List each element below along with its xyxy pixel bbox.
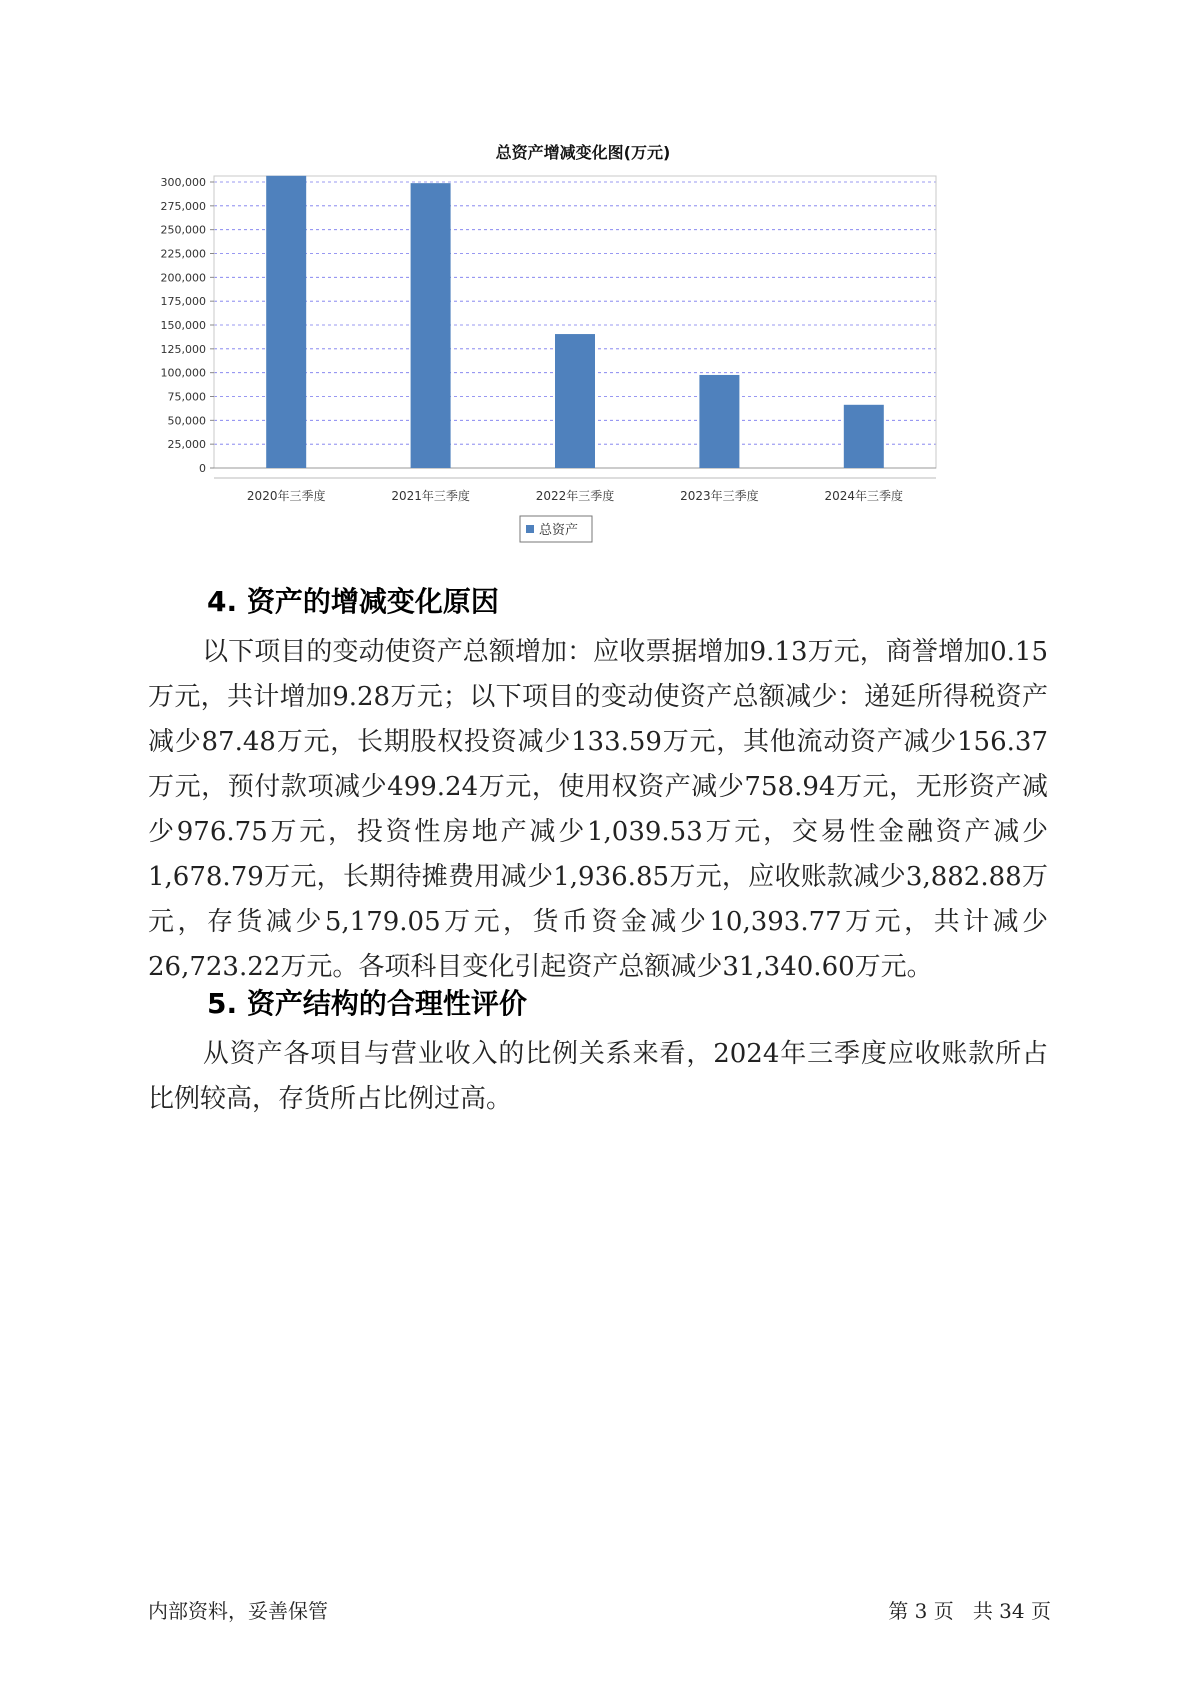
footer-confidential-note: 内部资料，妥善保管 [148,1599,328,1623]
chart-bars [266,176,884,468]
section-heading-4: 4. 资产的增减变化原因 [207,585,499,618]
section-heading-5: 5. 资产结构的合理性评价 [207,987,527,1020]
y-tick-label: 250,000 [160,223,206,237]
bar-chart-svg [150,138,1030,598]
y-tick-label: 275,000 [160,199,206,213]
y-tick-label: 75,000 [167,390,206,404]
x-tick-label: 2023年三季度 [680,489,759,503]
total-assets-chart [150,138,1030,598]
legend-swatch [526,525,534,533]
y-tick-label: 175,000 [160,295,206,309]
section-paragraph-4 [148,630,1048,990]
footer-page-number: 第 3 页 共 34 页 [888,1599,1051,1623]
bar [555,334,595,468]
y-tick-label: 0 [199,462,206,475]
x-tick-label: 2022年三季度 [535,489,615,503]
chart-title: 总资产增减变化图(万元) [495,143,671,162]
bar [266,176,306,468]
x-tick-label: 2020年三季度 [246,489,326,503]
paragraph-text: 以下项目的变动使资产总额增加：应收票据增加9.13万元，商誉增加0.15万元，共计增加9.28万元；以下项目的变动使资产总额减少：递延所得税资产减少87.48万元，长期股权投资减少133.59万元，其他流动资产减少156.37万元，预付款项减少499.24万元，使用权资产减少758.94万元，无形资产减少976.75万元，投资性房地产减少1,039.53万元，交易性金融资产减少1,678.79万元，长期待摊费用减少1,936.85万元，应收账款减少3,882.88万元，存货减少5,179.05万元，货币资金减少10,393.77万元，共计减少26,723.22万元。各项科目变化引起资产总额减少31,340.60万元。 [148,637,1048,982]
chart-legend [520,516,592,542]
bar [411,183,451,468]
bar [699,375,739,468]
y-tick-label: 25,000 [167,438,206,452]
bar [844,405,884,468]
y-tick-label: 125,000 [160,342,206,356]
y-tick-label: 150,000 [160,319,206,332]
section-paragraph-5 [148,1032,1048,1122]
y-tick-label: 300,000 [160,176,206,189]
y-tick-label: 200,000 [160,271,206,285]
x-tick-label: 2024年三季度 [824,489,904,503]
y-tick-label: 50,000 [167,414,206,428]
y-tick-label: 225,000 [160,247,206,261]
x-tick-label: 2021年三季度 [391,489,470,503]
y-tick-label: 100,000 [160,366,206,380]
paragraph-text: 从资产各项目与营业收入的比例关系来看，2024年三季度应收账款所占比例较高，存货所占比例过高。 [148,1039,1048,1114]
legend-label: 总资产 [539,523,579,538]
